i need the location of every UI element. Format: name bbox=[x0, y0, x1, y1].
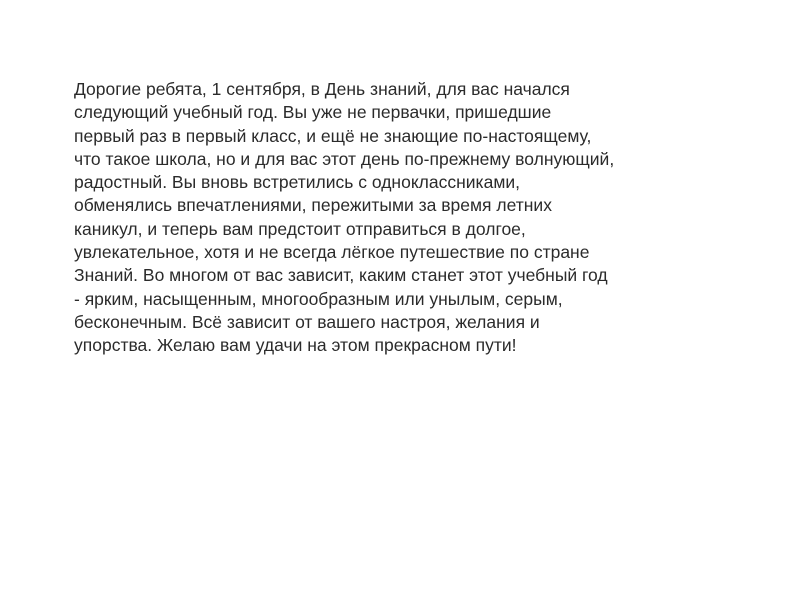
paragraph-line: каникул, и теперь вам предстоит отправиться в долгое, bbox=[74, 218, 526, 239]
paragraph-line: упорства. Желаю вам удачи на этом прекрасном пути! bbox=[74, 335, 517, 356]
paragraph-line: - ярким, насыщенным, многообразным или унылым, серым, bbox=[74, 288, 563, 309]
paragraph-line: увлекательное, хотя и не всегда лёгкое путешествие по стране bbox=[74, 242, 590, 263]
paragraph-line: первый раз в первый класс, и ещё не знающие по-настоящему, bbox=[74, 125, 592, 146]
paragraph-line: радостный. Вы вновь встретились с одноклассниками, bbox=[74, 172, 521, 193]
paragraph-line: обменялись впечатлениями, пережитыми за время летних bbox=[74, 195, 552, 216]
greeting-paragraph bbox=[74, 78, 714, 358]
paragraph-line: Дорогие ребята, 1 сентября, в День знаний, для вас начался bbox=[74, 79, 570, 99]
paragraph-line: что такое школа, но и для вас этот день по-прежнему волнующий, bbox=[74, 148, 615, 169]
paragraph-line: Знаний. Во многом от вас зависит, каким станет этот учебный год bbox=[74, 265, 608, 286]
paragraph-line: следующий учебный год. Вы уже не первачки, пришедшие bbox=[74, 102, 552, 123]
paragraph-line: бесконечным. Всё зависит от вашего настроя, желания и bbox=[74, 311, 540, 332]
